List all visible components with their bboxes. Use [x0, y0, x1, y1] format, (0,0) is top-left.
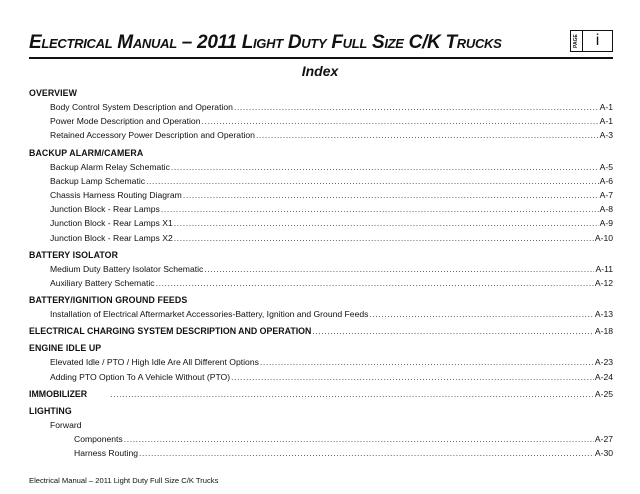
- section-heading-immobilizer: IMMOBILIZER: [29, 388, 88, 399]
- toc-entry-page: A-27: [594, 434, 613, 445]
- section-heading-overview: OVERVIEW: [29, 88, 78, 98]
- index-heading: Index: [301, 63, 339, 79]
- leader-dots: [204, 262, 594, 276]
- leader-dots: [234, 100, 599, 114]
- toc-entry-text: Auxiliary Battery Schematic: [50, 277, 155, 288]
- section-heading-ground-feeds: BATTERY/IGNITION GROUND FEEDS: [29, 295, 188, 306]
- toc-entry-page: A-10: [594, 232, 613, 243]
- leader-dots: [171, 160, 599, 174]
- document-title: Electrical Manual – 2011 Light Duty Full Size C/K Trucks: [29, 32, 502, 53]
- toc-entry-immobilizer[interactable]: [29, 387, 613, 401]
- toc-entry[interactable]: [29, 231, 613, 245]
- section-heading-lighting: LIGHTING: [29, 406, 72, 416]
- toc-entry-page: A-1: [599, 102, 613, 112]
- toc-entry-page: A-5: [599, 161, 613, 172]
- toc-entry[interactable]: [29, 355, 613, 369]
- toc-entry-charging[interactable]: [29, 324, 613, 338]
- page-number: i: [595, 32, 600, 49]
- leader-dots: [110, 387, 594, 401]
- toc-entry-text: Installation of Electrical Aftermarket Accessories-Battery, Ignition and Ground Feeds: [50, 309, 369, 320]
- leader-dots: [312, 324, 594, 338]
- toc-entry-text: Junction Block - Rear Lamps X2: [50, 232, 173, 243]
- toc-entry-text: Adding PTO Option To A Vehicle Without (PTO): [50, 371, 231, 382]
- toc-entry[interactable]: [29, 262, 613, 276]
- title-rule: [29, 57, 613, 59]
- toc-entry-page: A-23: [594, 357, 613, 368]
- toc-entry-page: A-24: [594, 371, 613, 382]
- toc-entry-page: A-1: [599, 116, 613, 127]
- toc-entry-text: Components: [74, 434, 123, 445]
- leader-dots: [260, 355, 594, 369]
- leader-dots: [161, 202, 599, 216]
- section-heading-backup: BACKUP ALARM/CAMERA: [29, 147, 144, 158]
- toc-entry-page: A-11: [595, 263, 613, 274]
- leader-dots: [256, 128, 599, 142]
- toc-entry[interactable]: [29, 174, 613, 188]
- toc-entry-text: Chassis Harness Routing Diagram: [50, 189, 182, 200]
- leader-dots: [231, 370, 594, 384]
- leader-dots: [201, 114, 598, 128]
- page-footer: Electrical Manual – 2011 Light Duty Full Size C/K Trucks: [29, 476, 219, 485]
- leader-dots: [156, 276, 594, 290]
- page-label: PAGE: [573, 34, 579, 49]
- toc-subheading-forward: [29, 418, 613, 432]
- toc-entry-text: Body Control System Description and Operation: [50, 102, 233, 112]
- toc-entry[interactable]: [29, 370, 613, 384]
- leader-dots: [369, 307, 593, 321]
- toc-entry-page: A-3: [599, 130, 613, 141]
- toc-entry-page: A-25: [594, 388, 613, 399]
- toc-entry-page: A-30: [594, 448, 613, 459]
- toc-entry-page: A-13: [594, 309, 613, 320]
- toc-entry[interactable]: [29, 446, 613, 460]
- toc-entry-text: Junction Block - Rear Lamps: [50, 204, 160, 215]
- leader-dots: [146, 174, 599, 188]
- toc-entry-text: Backup Lamp Schematic: [50, 175, 146, 186]
- toc-entry-text: Harness Routing: [74, 448, 139, 459]
- toc-entry-text: Power Mode Description and Operation: [50, 116, 201, 127]
- toc-entry[interactable]: [29, 188, 613, 202]
- page-header: [29, 30, 613, 60]
- toc-entry-page: A-7: [599, 189, 613, 200]
- toc-entry-page: A-12: [594, 277, 613, 288]
- toc-entry-text: Backup Alarm Relay Schematic: [50, 161, 170, 172]
- toc-entry[interactable]: [29, 216, 613, 230]
- section-heading-engine-idle: ENGINE IDLE UP: [29, 343, 102, 354]
- toc-entry-text: Retained Accessory Power Description and Operation: [50, 130, 255, 141]
- toc-entry[interactable]: [29, 307, 613, 321]
- toc-entry[interactable]: [29, 100, 613, 114]
- toc-entry-text: Elevated Idle / PTO / High Idle Are All Different Options: [50, 357, 259, 368]
- toc-entry[interactable]: [29, 276, 613, 290]
- leader-dots: [174, 216, 599, 230]
- section-heading-charging: ELECTRICAL CHARGING SYSTEM DESCRIPTION AND OPERATION: [29, 326, 312, 337]
- toc-entry[interactable]: [29, 202, 613, 216]
- leader-dots: [183, 188, 599, 202]
- toc-entry-page: A-6: [599, 175, 613, 186]
- toc-entry-page: A-8: [599, 204, 613, 215]
- toc-entry-page: A-9: [599, 218, 613, 229]
- toc-entry-text: Junction Block - Rear Lamps X1: [50, 218, 173, 229]
- toc-entry[interactable]: [29, 114, 613, 128]
- leader-dots: [174, 231, 594, 245]
- leader-dots: [139, 446, 594, 460]
- toc-entry-text: Medium Duty Battery Isolator Schematic: [50, 263, 204, 274]
- toc-entry-page: A-18: [594, 326, 613, 337]
- section-heading-battery-isolator: BATTERY ISOLATOR: [29, 249, 119, 260]
- toc-subheading-text: Forward: [50, 420, 82, 430]
- table-of-contents: [29, 86, 613, 461]
- toc-entry[interactable]: [29, 160, 613, 174]
- toc-entry[interactable]: [29, 432, 613, 446]
- toc-entry[interactable]: [29, 128, 613, 142]
- leader-dots: [124, 432, 594, 446]
- page-number-box: [570, 30, 613, 52]
